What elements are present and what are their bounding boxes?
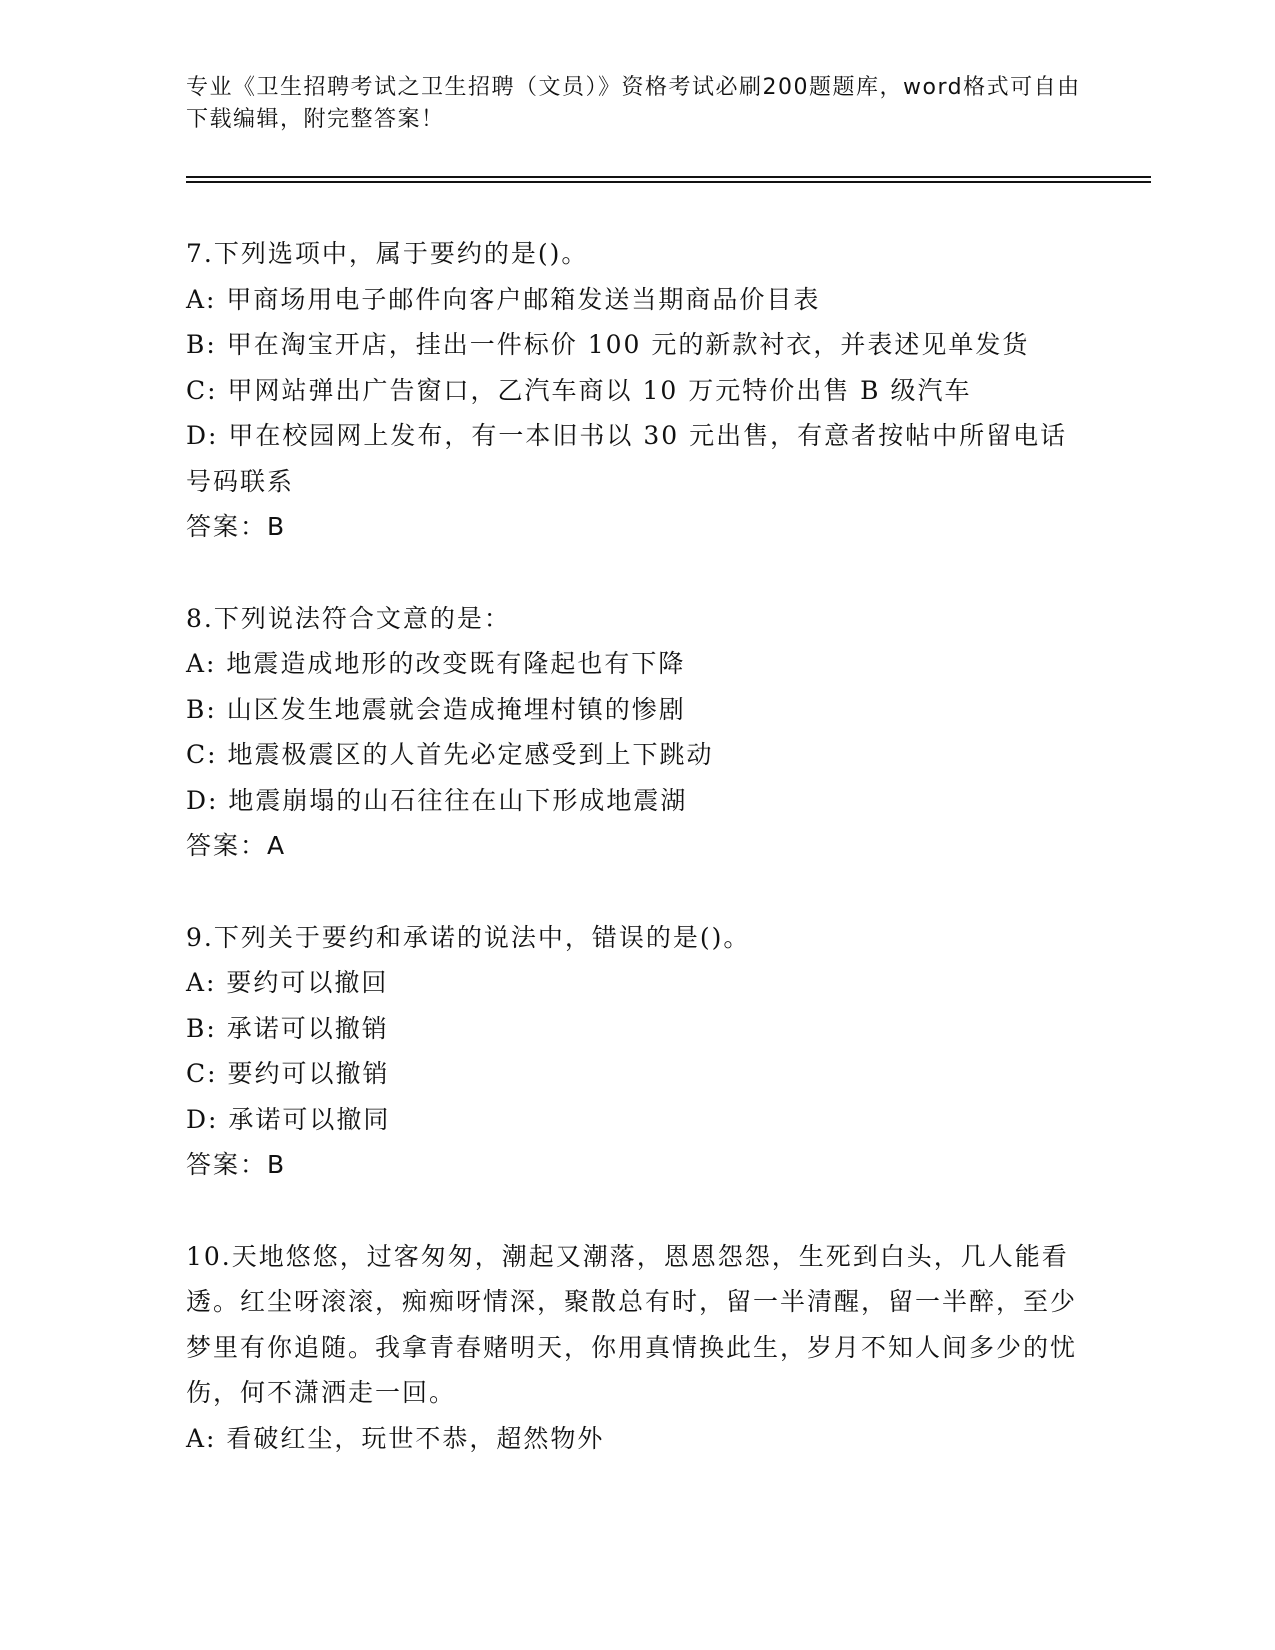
question-stem: 7.下列选项中，属于要约的是()。 (186, 239, 589, 268)
document-header: 专业《卫生招聘考试之卫生招聘（文员）》资格考试必刷200题题库，word格式可自由下载编辑，附完整答案！ (186, 75, 1081, 132)
question-stem: 9.下列关于要约和承诺的说法中，错误的是()。 (186, 922, 751, 952)
option-b: B: 甲在淘宝开店，挂出一件标价 100 元的新款衬衣，并表述见单发货 (186, 330, 1030, 359)
option-a: A: 看破红尘，玩世不恭，超然物外 (186, 1423, 605, 1453)
question-9 (186, 915, 1086, 1188)
option-d: D: 承诺可以撤同 (186, 1104, 391, 1134)
option-a: A: 甲商场用电子邮件向客户邮箱发送当期商品价目表 (186, 284, 821, 314)
header-divider-bottom (186, 181, 1151, 183)
header-divider-top (186, 176, 1151, 178)
answer-label: 答案：B (186, 1150, 287, 1179)
option-c: C: 要约可以撤销 (186, 1059, 390, 1088)
option-b: B: 承诺可以撤销 (186, 1013, 389, 1043)
question-7 (186, 231, 1086, 550)
answer-label: 答案：A (186, 831, 287, 860)
option-d: D: 甲在校园网上发布，有一本旧书以 30 元出售，有意者按帖中所留电话号码联系 (186, 421, 1068, 496)
question-list (186, 231, 1086, 1507)
option-d: D: 地震崩塌的山石往往在山下形成地震湖 (186, 785, 688, 815)
answer-label: 答案：B (186, 512, 287, 541)
option-a: A: 地震造成地形的改变既有隆起也有下降 (186, 649, 686, 678)
option-a: A: 要约可以撤回 (186, 968, 389, 997)
question-10 (186, 1234, 1086, 1462)
option-b: B: 山区发生地震就会造成掩埋村镇的惨剧 (186, 694, 686, 724)
question-stem: 8.下列说法符合文意的是： (186, 603, 511, 633)
question-stem: 10.天地悠悠，过客匆匆，潮起又潮落，恩恩怨怨，生死到白头，几人能看透。红尘呀滚滚，痴痴呀情深，聚散总有时，留一半清醒，留一半醉，至少梦里有你追随。我拿青春赌明天，你用真情换此生，岁月不知人间多少的忧伤，何不潇洒走一回。 (186, 1241, 1078, 1407)
question-8 (186, 596, 1086, 869)
option-c: C: 地震极震区的人首先必定感受到上下跳动 (186, 740, 714, 769)
option-c: C: 甲网站弹出广告窗口，乙汽车商以 10 万元特价出售 B 级汽车 (186, 375, 972, 405)
